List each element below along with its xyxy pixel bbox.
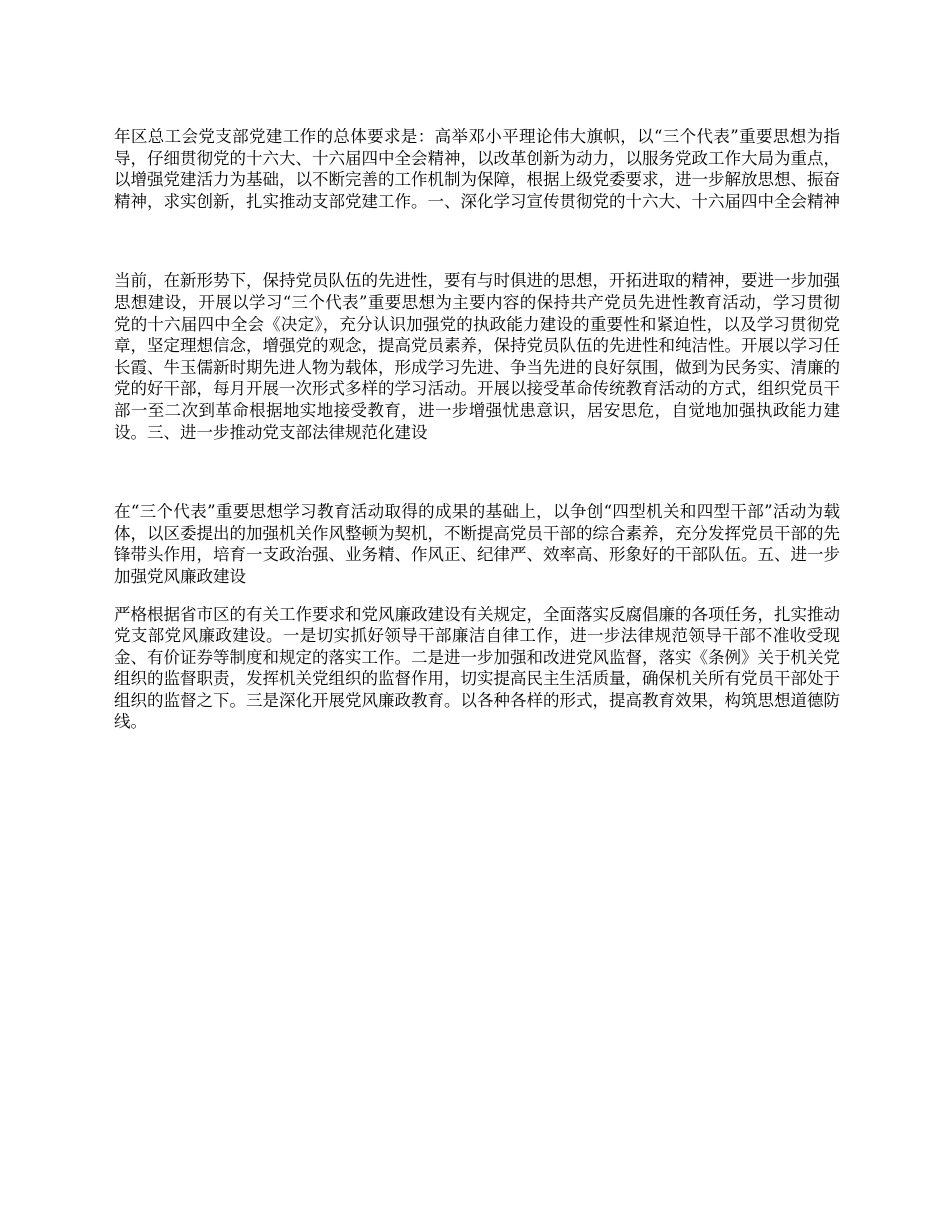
paragraph-4: 严格根据省市区的有关工作要求和党风廉政建设有关规定，全面落实反腐倡廉的各项任务，扎实推动党支部党风廉政建设。一是切实抓好领导干部廉洁自律工作，进一步法律规范领导干部不准收受现金、有价证券等制度和规定的落实工作。二是进一步加强和改进党风监督，落实《条例》关于机关党组织的监督职责，发挥机关党组织的监督作用，切实提高民主生活质量，确保机关所有党员干部处于组织的监督之下。三是深化开展党风廉政教育。以各种各样的形式，提高教育效果，构筑思想道德防线。	[114, 604, 840, 732]
paragraph-3: 在“三个代表”重要思想学习教育活动取得的成果的基础上，以争创“四型机关和四型干部”活动为载体，以区委提出的加强机关作风整顿为契机，不断提高党员干部的综合素养，充分发挥党员干部的先锋带头作用，培育一支政治强、业务精、作风正、纪律严、效率高、形象好的干部队伍。五、进一步加强党风廉政建设	[114, 502, 840, 586]
paragraph-2: 当前，在新形势下，保持党员队伍的先进性，要有与时俱进的思想，开拓进取的精神，要进一步加强思想建设，开展以学习“三个代表”重要思想为主要内容的保持共产党员先进性教育活动，学习贯彻党的十六届四中全会《决定》，充分认识加强党的执政能力建设的重要性和紧迫性，以及学习贯彻党章，坚定理想信念，增强党的观念，提高党员素养，保持党员队伍的先进性和纯洁性。开展以学习任长霞、牛玉儒新时期先进人物为载体，形成学习先进、争当先进的良好氛围，做到为民务实、清廉的党的好干部，每月开展一次形式多样的学习活动。开展以接受革命传统教育活动的方式，组织党员干部一至二次到革命根据地实地接受教育，进一步增强忧患意识，居安思危，自觉地加强执政能力建设。三、进一步推动党支部法律规范化建设	[114, 271, 840, 442]
document-body	[114, 126, 840, 733]
paragraph-1: 年区总工会党支部党建工作的总体要求是：高举邓小平理论伟大旗帜，以“三个代表”重要思想为指导，仔细贯彻党的十六大、十六届四中全会精神，以改革创新为动力，以服务党政工作大局为重点，以增强党建活力为基础，以不断完善的工作机制为保障，根据上级党委要求，进一步解放思想、振奋精神，求实创新，扎实推动支部党建工作。一、深化学习宣传贯彻党的十六大、十六届四中全会精神	[114, 127, 840, 211]
